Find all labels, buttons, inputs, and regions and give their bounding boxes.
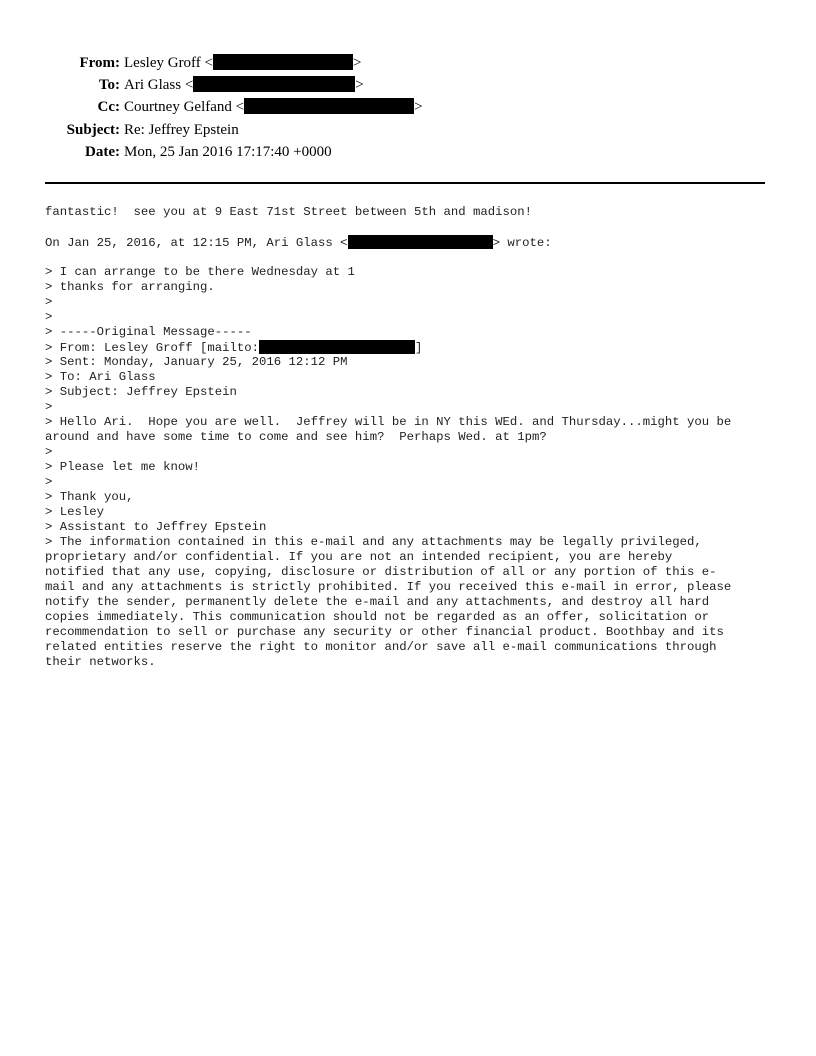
original-message-marker: > -----Original Message----- <box>45 325 252 339</box>
disclaimer-line: > The information contained in this e-mail and any attachments may be legally privileged, <box>45 535 702 549</box>
header-divider <box>45 182 765 184</box>
original-sent: > Sent: Monday, January 25, 2016 12:12 PM <box>45 355 348 369</box>
cc-value <box>120 96 423 118</box>
to-label: To: <box>98 77 120 94</box>
original-subject: > Subject: Jeffrey Epstein <box>45 385 237 399</box>
thank-you-line: > Thank you, <box>45 490 134 504</box>
redacted-email-block <box>259 340 415 354</box>
disclaimer-line: recommendation to sell or purchase any security or other financial product. Boothbay and its <box>45 625 724 639</box>
from-row <box>0 52 816 74</box>
quoted-line: > I can arrange to be there Wednesday at 1 <box>45 265 355 279</box>
to-close: > <box>355 77 364 94</box>
redacted-email-block <box>213 54 353 70</box>
from-label: From: <box>79 55 120 71</box>
quote-intro-text: On Jan 25, 2016, at 12:15 PM, Ari Glass < <box>45 236 348 250</box>
subject-label: Subject: <box>66 121 120 138</box>
disclaimer-line: related entities reserve the right to monitor and/or save all e-mail communications through <box>45 640 717 654</box>
quoted-blank: > <box>45 475 53 489</box>
date-value: Mon, 25 Jan 2016 17:17:40 +0000 <box>124 143 332 160</box>
disclaimer-line: proprietary and/or confidential. If you are not an intended recipient, you are hereby <box>45 550 673 564</box>
quoted-blank: > <box>45 295 53 309</box>
hello-line: > Hello Ari. Hope you are well. Jeffrey will be in NY this WEd. and Thursday...might you be <box>45 415 732 429</box>
disclaimer-line: notify the sender, permanently delete the e-mail and any attachments, and destroy all hard <box>45 595 710 609</box>
cc-row <box>0 96 816 118</box>
quoted-blank: > <box>45 310 53 324</box>
to-row <box>0 74 816 96</box>
original-to: > To: Ari Glass <box>45 370 156 384</box>
redacted-email-block <box>244 98 414 114</box>
disclaimer-line: copies immediately. This communication should not be regarded as an offer, solicitation or <box>45 610 710 624</box>
subject-row <box>0 119 816 141</box>
disclaimer-line: notified that any use, copying, disclosure or distribution of all or any portion of this e- <box>45 565 717 579</box>
please-line: > Please let me know! <box>45 460 200 474</box>
quote-intro-wrote: > wrote: <box>492 236 552 250</box>
date-row <box>0 141 816 163</box>
original-from-close: ] <box>415 341 423 355</box>
to-value <box>120 74 364 96</box>
redacted-email-block <box>193 76 355 92</box>
hello-line-cont: around and have some time to come and see him? Perhaps Wed. at 1pm? <box>45 430 547 444</box>
disclaimer-line: mail and any attachments is strictly prohibited. If you received this e-mail in error, please <box>45 580 732 594</box>
redacted-email-block <box>348 235 493 249</box>
reply-line: fantastic! see you at 9 East 71st Street between 5th and madison! <box>45 205 533 219</box>
from-close: > <box>353 55 362 71</box>
signature-title: > Assistant to Jeffrey Epstein <box>45 520 267 534</box>
from-value <box>120 52 361 74</box>
cc-label: Cc: <box>97 99 120 116</box>
original-from-text: > From: Lesley Groff [mailto: <box>45 341 260 355</box>
cc-close: > <box>414 99 423 116</box>
quoted-blank: > <box>45 445 53 459</box>
from-name: Lesley Groff < <box>124 55 213 71</box>
cc-name: Courtney Gelfand < <box>124 99 245 116</box>
subject-value: Re: Jeffrey Epstein <box>124 121 239 138</box>
email-header <box>0 52 816 163</box>
original-from <box>45 340 785 355</box>
email-body <box>45 205 785 670</box>
disclaimer-line: their networks. <box>45 655 156 669</box>
date-label: Date: <box>85 143 120 160</box>
signature-name: > Lesley <box>45 505 105 519</box>
quote-intro <box>45 235 785 250</box>
quoted-blank: > <box>45 400 53 414</box>
quoted-line: > thanks for arranging. <box>45 280 215 294</box>
to-name: Ari Glass < <box>124 77 194 94</box>
